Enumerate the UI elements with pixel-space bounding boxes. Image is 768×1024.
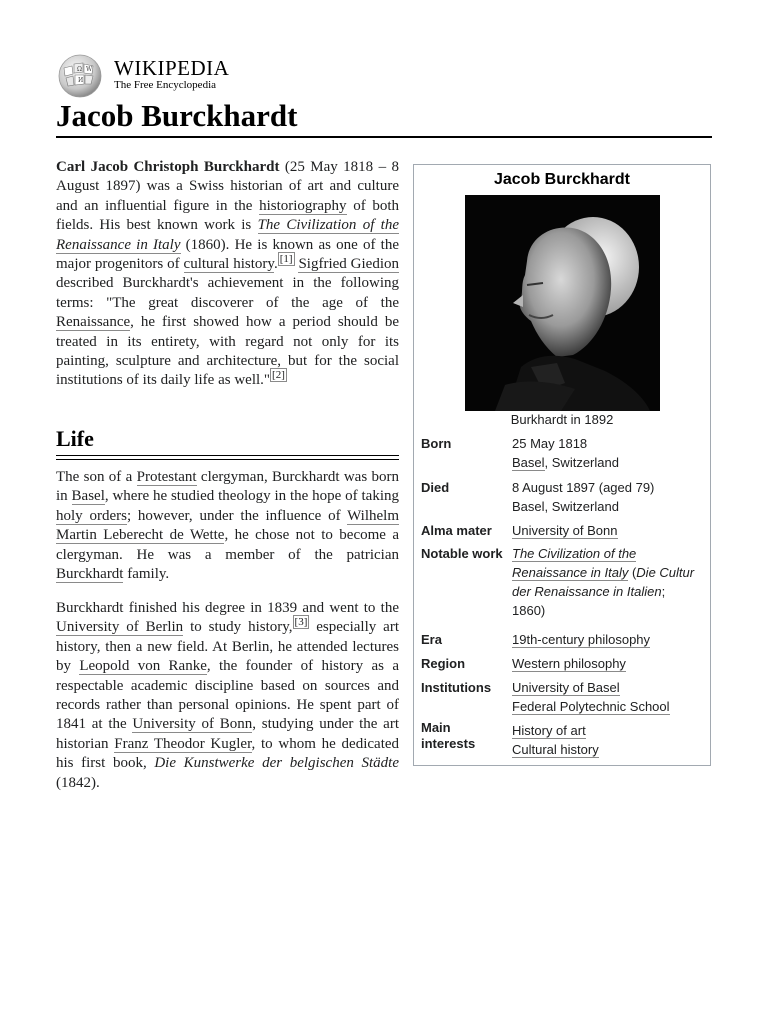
link-burckhardt-family[interactable]: Burckhardt (56, 566, 124, 583)
link-wilhelm-de-wette[interactable]: Wilhelm Martin Leberecht de Wette (56, 507, 399, 544)
life-paragraph-2: Burckhardt finished his degree in 1839 and went to the University of Berlin to study history, [3] especially art history, then a new field. At Berlin, he attended lectures by Leopold von Ranke, the founder of history as a respectable academic discipline based on sources and records rather than personal opinions. He spent part of 1841 at the University of Bonn, studying under the art historian Franz Theodor Kugler, to whom he dedicated his first book, Die Kunstwerke der belgischen Städte (1842). (56, 600, 400, 791)
link-franz-kugler[interactable]: Franz Theodor Kugler (114, 735, 252, 752)
link-sigfried-giedion[interactable]: Sigfried Giedion (298, 256, 399, 273)
link-civilization-renaissance[interactable]: The Civilization of the Renaissance in Italy (56, 217, 399, 253)
life-paragraph-1: The son of a Protestant clergyman, Burckhardt was born in Basel, where he studied theology in the hope of taking holy orders; however, under the influence of Wilhelm Martin Leberecht de Wette, he chose not to become a clergyman. He was a member of the patrician Burckhardt family. (56, 469, 400, 583)
region-label: Region (421, 656, 466, 671)
wikipedia-globe-icon[interactable] (56, 54, 104, 98)
link-born-basel[interactable]: Basel (512, 455, 545, 470)
site-wordmark[interactable]: WIKIPEDIA (114, 56, 230, 80)
infobox (413, 164, 711, 766)
link-notable-work[interactable]: The Civilization of the (512, 546, 637, 561)
notable-work-value: The Civilization of the Renaissance in Italy (Die Cultur der Renaissance in Italien; 1860) (512, 546, 695, 618)
intro-paragraph: Carl Jacob Christoph Burckhardt (25 May 1818 – 8 August 1897) was a Swiss historian of art and culture and an influential figure in the historiography of both fields. His best known work is The Civilization of the Renaissance in Italy (1860). He is known as one of the major progenitors of cultural history. [1] Sigfried Giedion described Burckhardt's achievement in the following terms: "The great discoverer of the age of the Renaissance, he first showed how a period should be treated in its entirety, with regard not only for its painting, sculpture and architecture, but for the social institutions of its daily life as well." [2] (56, 159, 399, 389)
link-university-of-bonn[interactable]: University of Bonn (132, 716, 253, 733)
link-region[interactable]: Western philosophy (512, 656, 626, 671)
portrait-photo (465, 195, 660, 411)
link-historiography[interactable]: historiography (259, 197, 347, 214)
link-alma-mater[interactable]: University of Bonn (512, 523, 618, 538)
svg-text:W: W (86, 66, 93, 73)
page-title: Jacob Burckhardt (56, 98, 298, 133)
infobox-title: Jacob Burckhardt (493, 171, 631, 188)
title-divider (56, 136, 712, 138)
link-basel[interactable]: Basel (71, 488, 105, 505)
alma-mater-label: Alma mater (421, 523, 492, 538)
site-header (56, 54, 356, 98)
link-era[interactable]: 19th-century philosophy (512, 632, 651, 647)
institutions-value (512, 678, 707, 716)
book-title: Die Kunstwerke der belgischen Städte (154, 755, 399, 772)
link-institution[interactable]: Federal Polytechnic School (512, 699, 670, 714)
reference-2[interactable]: [2] (272, 369, 285, 382)
born-label: Born (421, 436, 452, 451)
portrait-image[interactable] (465, 195, 660, 411)
section-heading-life: Life (56, 426, 94, 451)
died-label: Died (421, 480, 450, 495)
region-value (512, 654, 707, 673)
main-interests-value (512, 721, 707, 759)
subject-name: Carl Jacob Christoph Burckhardt (56, 159, 280, 175)
link-notable-work-2[interactable]: Renaissance in Italy (512, 565, 629, 580)
link-interest[interactable]: History of art (512, 723, 586, 738)
site-tagline: The Free Encyclopedia (114, 79, 217, 91)
svg-text:И: И (78, 77, 84, 84)
born-value: 25 May 1818 Basel, Switzerland (512, 436, 619, 470)
reference-1[interactable]: [1] (279, 253, 293, 266)
main-interests-label: Main interests (421, 720, 476, 751)
era-value (512, 630, 707, 649)
svg-text:Ω: Ω (77, 66, 82, 73)
link-renaissance[interactable]: Renaissance (56, 314, 131, 331)
link-interest[interactable]: Cultural history (512, 742, 599, 757)
link-cultural-history[interactable]: cultural history (183, 256, 274, 273)
notable-work-label: Notable work (421, 546, 503, 561)
alma-mater-value (512, 521, 707, 540)
link-holy-orders[interactable]: holy orders (56, 507, 127, 524)
era-label: Era (421, 632, 442, 647)
link-protestant[interactable]: Protestant (136, 469, 197, 485)
portrait-caption: Burkhardt in 1892 (510, 412, 614, 427)
institutions-label: Institutions (421, 680, 492, 695)
link-university-of-berlin[interactable]: University of Berlin (56, 619, 184, 636)
died-value: 8 August 1897 (aged 79) Basel, Switzerland (512, 480, 655, 514)
link-leopold-von-ranke[interactable]: Leopold von Ranke (79, 658, 207, 675)
link-institution[interactable]: University of Basel (512, 680, 620, 695)
reference-3[interactable]: [3] (294, 616, 308, 629)
section-divider (56, 455, 399, 460)
